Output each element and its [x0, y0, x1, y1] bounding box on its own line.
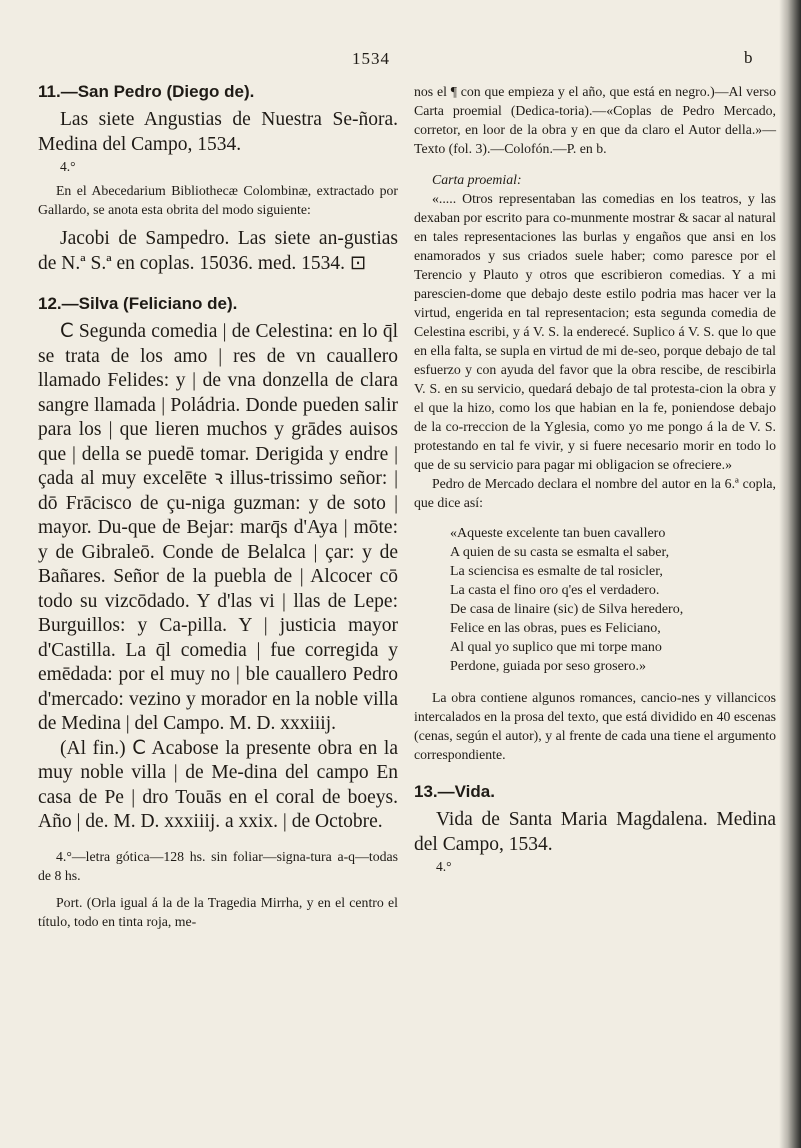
- carta-proemial-quote: «..... Otros representaban las comedias en los teatros, y las dexaban por escrito para co-munmente mostrar & sacar al natural en tales representaciones las burlas y engaños que ansi en los enamorados y sus criados suele haber; como paresce por el Terencio y Plauto y otros que escribieron comedias. Y a mi parescien-dome que debajo deste estilo podria mas hacer ver la virtud, engerida en tal representacion; esta segunda comedia de Celestina escribi, y á V. S. la enderecé. Suplico á V. S. que lo que en ella falta, se supla en virtud de mi de-seo, porque debajo de tal esfuerzo y con ayuda del favor que la obra rescibe, de rescibirla V. S. en su servicio, quedará debajo de tal protesta-cion la obra y el que la hizo, como los que habian en la fe, poniendose debajo de la co-rreccion de la Yglesia, como yo me pongo á la de V. S. protestando en tal fe vivir, y si fuere necesario morir en todo lo que de su servicio para pagar mi obligacion se ofreciere.»: [414, 191, 776, 472]
- entry-11-title: Las siete Angustias de Nuestra Se-ñora. Medina del Campo, 1534.: [38, 109, 398, 155]
- entry-12-heading: 12.—Silva (Feliciano de).: [38, 294, 238, 313]
- entry-13-title: Vida de Santa Maria Magdalena. Medina del Campo, 1534.: [414, 809, 776, 855]
- entry-11-catalog-quote: Jacobi de Sampedro. Las siete an-gustias de N.ª S.ª en coplas. 15036. med. 1534. ⊡: [38, 228, 398, 274]
- running-header-year: 1534: [352, 49, 390, 68]
- carta-proemial-text: Carta proemial:: [432, 172, 522, 187]
- contents-note: La obra contiene algunos romances, cancio-nes y villancicos intercalados en la prosa del texto, que está dividido en 40 escenas (cenas, según el autor), y al frente de cada una tiene el argumento correspondiente.: [414, 690, 776, 762]
- left-column: [38, 82, 398, 931]
- page-edge-shadow: [779, 0, 801, 1148]
- verse-line: La casta el fino oro q'es el verdadero.: [450, 583, 660, 598]
- author-statement: Pedro de Mercado declara el nombre del autor en la 6.ª copla, que dice así:: [414, 476, 776, 510]
- entry-12-colophon: (Al fin.) Ⅽ Acabose la presente obra en la muy noble villa | de Me-dina del campo En casa de Pe | dro Touās en el coral de boeys. Año | de. M. D. xxxiiij. a xxix. | de Octobre.: [38, 737, 398, 832]
- entry-13-format: 4.°: [436, 859, 452, 874]
- entry-12-title-page: Ⅽ Segunda comedia | de Celestina: en lo q̄l se trata de los amo | res de vn cauallero llamado Felides: y | de vna donzella de clara sangre llamada | Poládria. Donde pueden salir para los | que lieren muchos y grādes auisos que | della se puedē tomar. Derigida y endre | çada al muy excelēte ꝛ illus-trissimo señor: | dō Frācisco de çu-niga guzman: y de soto | mayor. Du-que de Bejar: marq̄s d'Aya | mōte: y de Gibraleō. Conde de Belalca | çar: y de Bañares. Señor de la puebla de | Alcocer cō todo su vizcōdado. Y d'las vi | llas de Lepe: Burguillos: y Ca-pilla. Y | justicia mayor d'Castilla. La q̄l comedia | fue corregida y emēdada: por el muy no | ble cauallero Pedro d'mercado: vezino y morador en la noble villa de Medina | del Campo. M. D. xxxiiij.: [38, 321, 398, 734]
- entry-13-heading: 13.—Vida.: [414, 782, 495, 801]
- copla-verse: [414, 524, 776, 676]
- carta-proemial-label: [414, 170, 776, 189]
- verse-line: Perdone, guiada por seso grosero.»: [450, 659, 646, 674]
- entry-11-heading: 11.—San Pedro (Diego de).: [38, 82, 255, 101]
- verse-line: A quien de su casta se esmalta el saber,: [450, 545, 670, 560]
- verse-line: De casa de linaire (sic) de Silva heredero,: [450, 602, 684, 617]
- entry-12-portada-note: Port. (Orla igual á la de la Tragedia Mirrha, y en el centro el título, todo en tinta roja, me-: [38, 894, 398, 929]
- verse-line: Al qual yo suplico que mi torpe mano: [450, 640, 662, 655]
- entry-11-note: En el Abecedarium Bibliothecæ Colombinæ, extractado por Gallardo, se anota esta obrita del modo siguiente:: [38, 183, 398, 217]
- entry-12-physical-description: 4.°—letra gótica—128 hs. sin foliar—signa-tura a-q—todas de 8 hs.: [38, 848, 398, 883]
- entry-12-continuation: nos el ¶ con que empieza y el año, que está en negro.)—Al verso Carta proemial (Dedica-toria).—«Coplas de Pedro Mercado, corretor, en loor de la obra y en que da claro el Autor della.»—Texto (fol. 3).—Colofón.—P. en b.: [414, 84, 776, 156]
- entry-11-format: 4.°: [60, 159, 76, 174]
- verse-line: La sciencisa es esmalte de tal rosicler,: [450, 564, 663, 579]
- right-column: [414, 82, 776, 881]
- verse-line: Felice en las obras, pues es Feliciano,: [450, 621, 661, 636]
- verse-line: «Aqueste excelente tan buen cavallero: [450, 526, 666, 541]
- page-signature-mark: b: [744, 48, 753, 67]
